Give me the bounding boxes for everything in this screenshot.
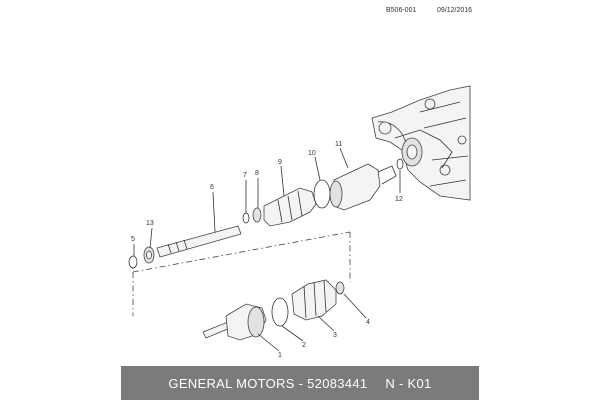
callout-12: 12 [395,196,403,203]
part-number: 52083441 [307,375,368,391]
part-8-clamp [253,208,261,222]
callout-8: 8 [255,170,259,177]
callout-9: 9 [278,159,282,166]
brand-name: GENERAL MOTORS [168,375,295,391]
callout-13: 13 [146,220,154,227]
callout-5: 5 [131,236,135,243]
callout-11: 11 [335,141,343,148]
transmission-housing [372,86,470,200]
callout-7: 7 [243,172,247,179]
part-10-clamp [314,180,330,208]
document-date: 09/12/2016 [437,7,473,14]
callout-2: 2 [302,342,306,349]
part-7-ring [243,213,249,223]
part-1-inner-joint [203,322,230,338]
upper-axle-assembly [129,159,403,268]
document-code: B506-001 [386,7,417,14]
part-5-circlip [129,256,137,268]
part-12-seal [397,159,403,169]
separator: - [294,375,308,391]
part-number-banner [121,366,479,400]
part-4-clamp [336,282,344,294]
callout-10: 10 [308,150,316,157]
part-2-ring [272,298,288,326]
lower-joint-assembly [203,280,344,340]
callout-3: 3 [333,332,337,339]
callout-4: 4 [366,319,370,326]
callout-6: 6 [210,184,214,191]
callout-1: 1 [278,352,282,359]
part-6-shaft [157,226,241,257]
variant-suffix: N - K01 [385,375,432,391]
